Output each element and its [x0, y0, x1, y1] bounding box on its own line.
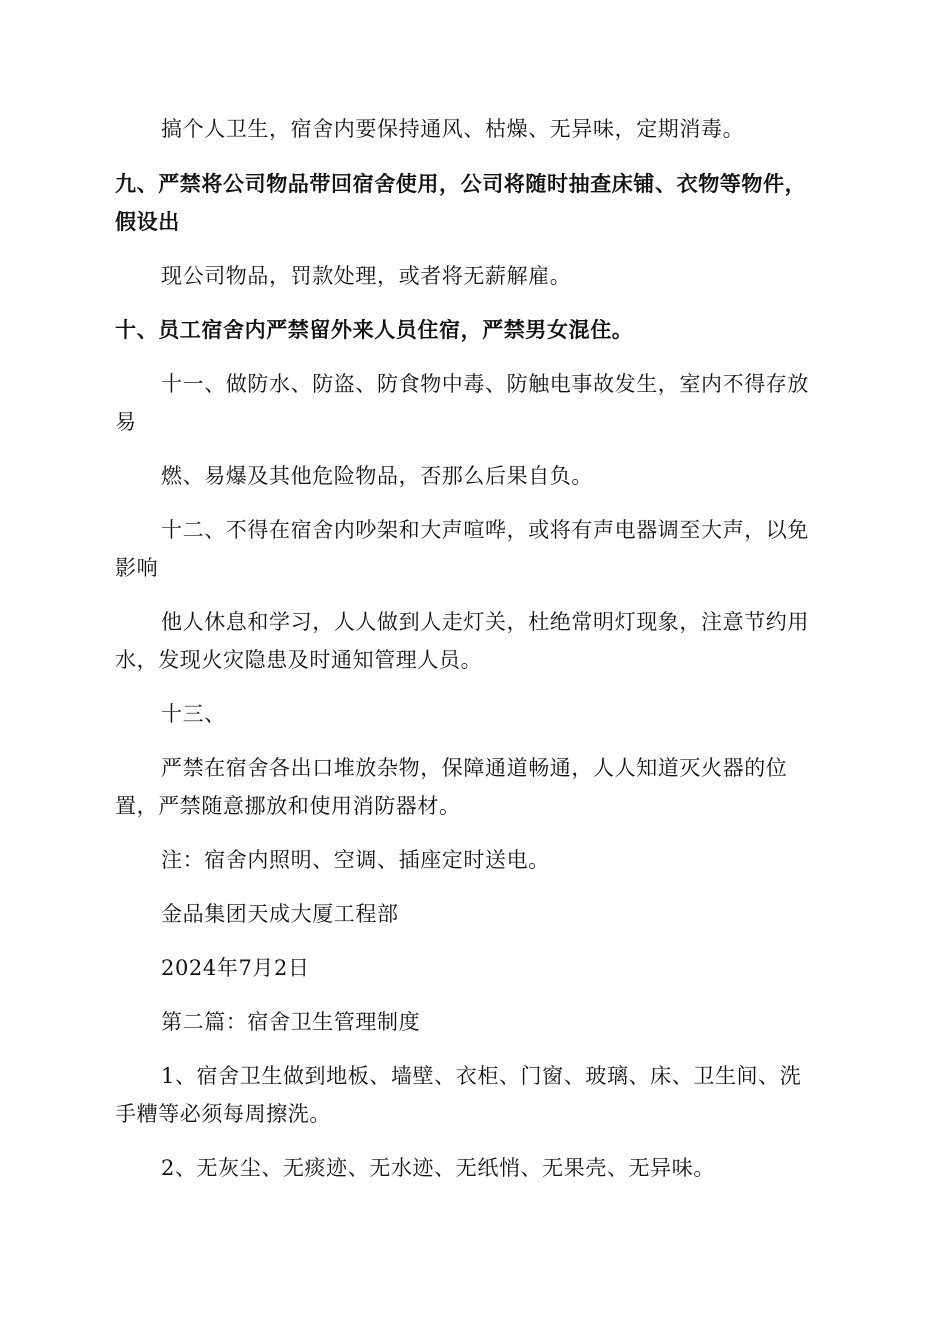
text-line: 现公司物品，罚款处理，或者将无薪解雇。 [161, 264, 572, 288]
text-line: 水，发现火灾隐患及时通知管理人员。 [115, 648, 483, 672]
item-12-text: 十二、不得在宿舍内吵架和大声喧哗，或将有声电器调至大声，以免 [161, 518, 809, 542]
text-line: 置，严禁随意挪放和使用消防器材。 [115, 794, 461, 818]
item-9-heading: 九、严禁将公司物品带回宿舍使用，公司将随时抽查床铺、衣物等物件， [115, 171, 807, 196]
note-line: 注：宿舍内照明、空调、插座定时送电。 [161, 848, 550, 872]
signature-department: 金品集团天成大厦工程部 [161, 902, 399, 926]
item-9-heading-cont: 假设出 [115, 209, 180, 234]
text-line: 燃、易爆及其他危险物品，否那么后果自负。 [161, 464, 593, 488]
text-line: 易 [115, 410, 137, 434]
section-title: 第二篇：宿舍卫生管理制度 [161, 1010, 421, 1034]
signature-date: 2024年7月2日 [161, 956, 310, 980]
rule-1-text: 1、宿舍卫生做到地板、墙壁、衣柜、门窗、玻璃、床、卫生间、洗 [161, 1064, 802, 1088]
text-line: 搞个人卫生，宿舍内要保持通风、枯燥、无异味，定期消毒。 [161, 117, 745, 141]
text-line: 手糟等必须每周擦洗。 [115, 1102, 331, 1126]
item-13-text: 严禁在宿舍各出口堆放杂物，保障通道畅通，人人知道灭火器的位 [161, 756, 788, 780]
text-line: 他人休息和学习，人人做到人走灯关，杜绝常明灯现象，注意节约用 [161, 610, 809, 634]
item-11-text: 十一、做防水、防盗、防食物中毒、防触电事故发生，室内不得存放 [161, 372, 809, 396]
item-13-label: 十三、 [161, 702, 226, 726]
text-line: 影响 [115, 556, 159, 580]
rule-2-text: 2、无灰尘、无痰迹、无水迹、无纸悄、无果壳、无异味。 [161, 1156, 715, 1180]
item-10-heading: 十、员工宿舍内严禁留外来人员住宿，严禁男女混住。 [115, 317, 634, 342]
